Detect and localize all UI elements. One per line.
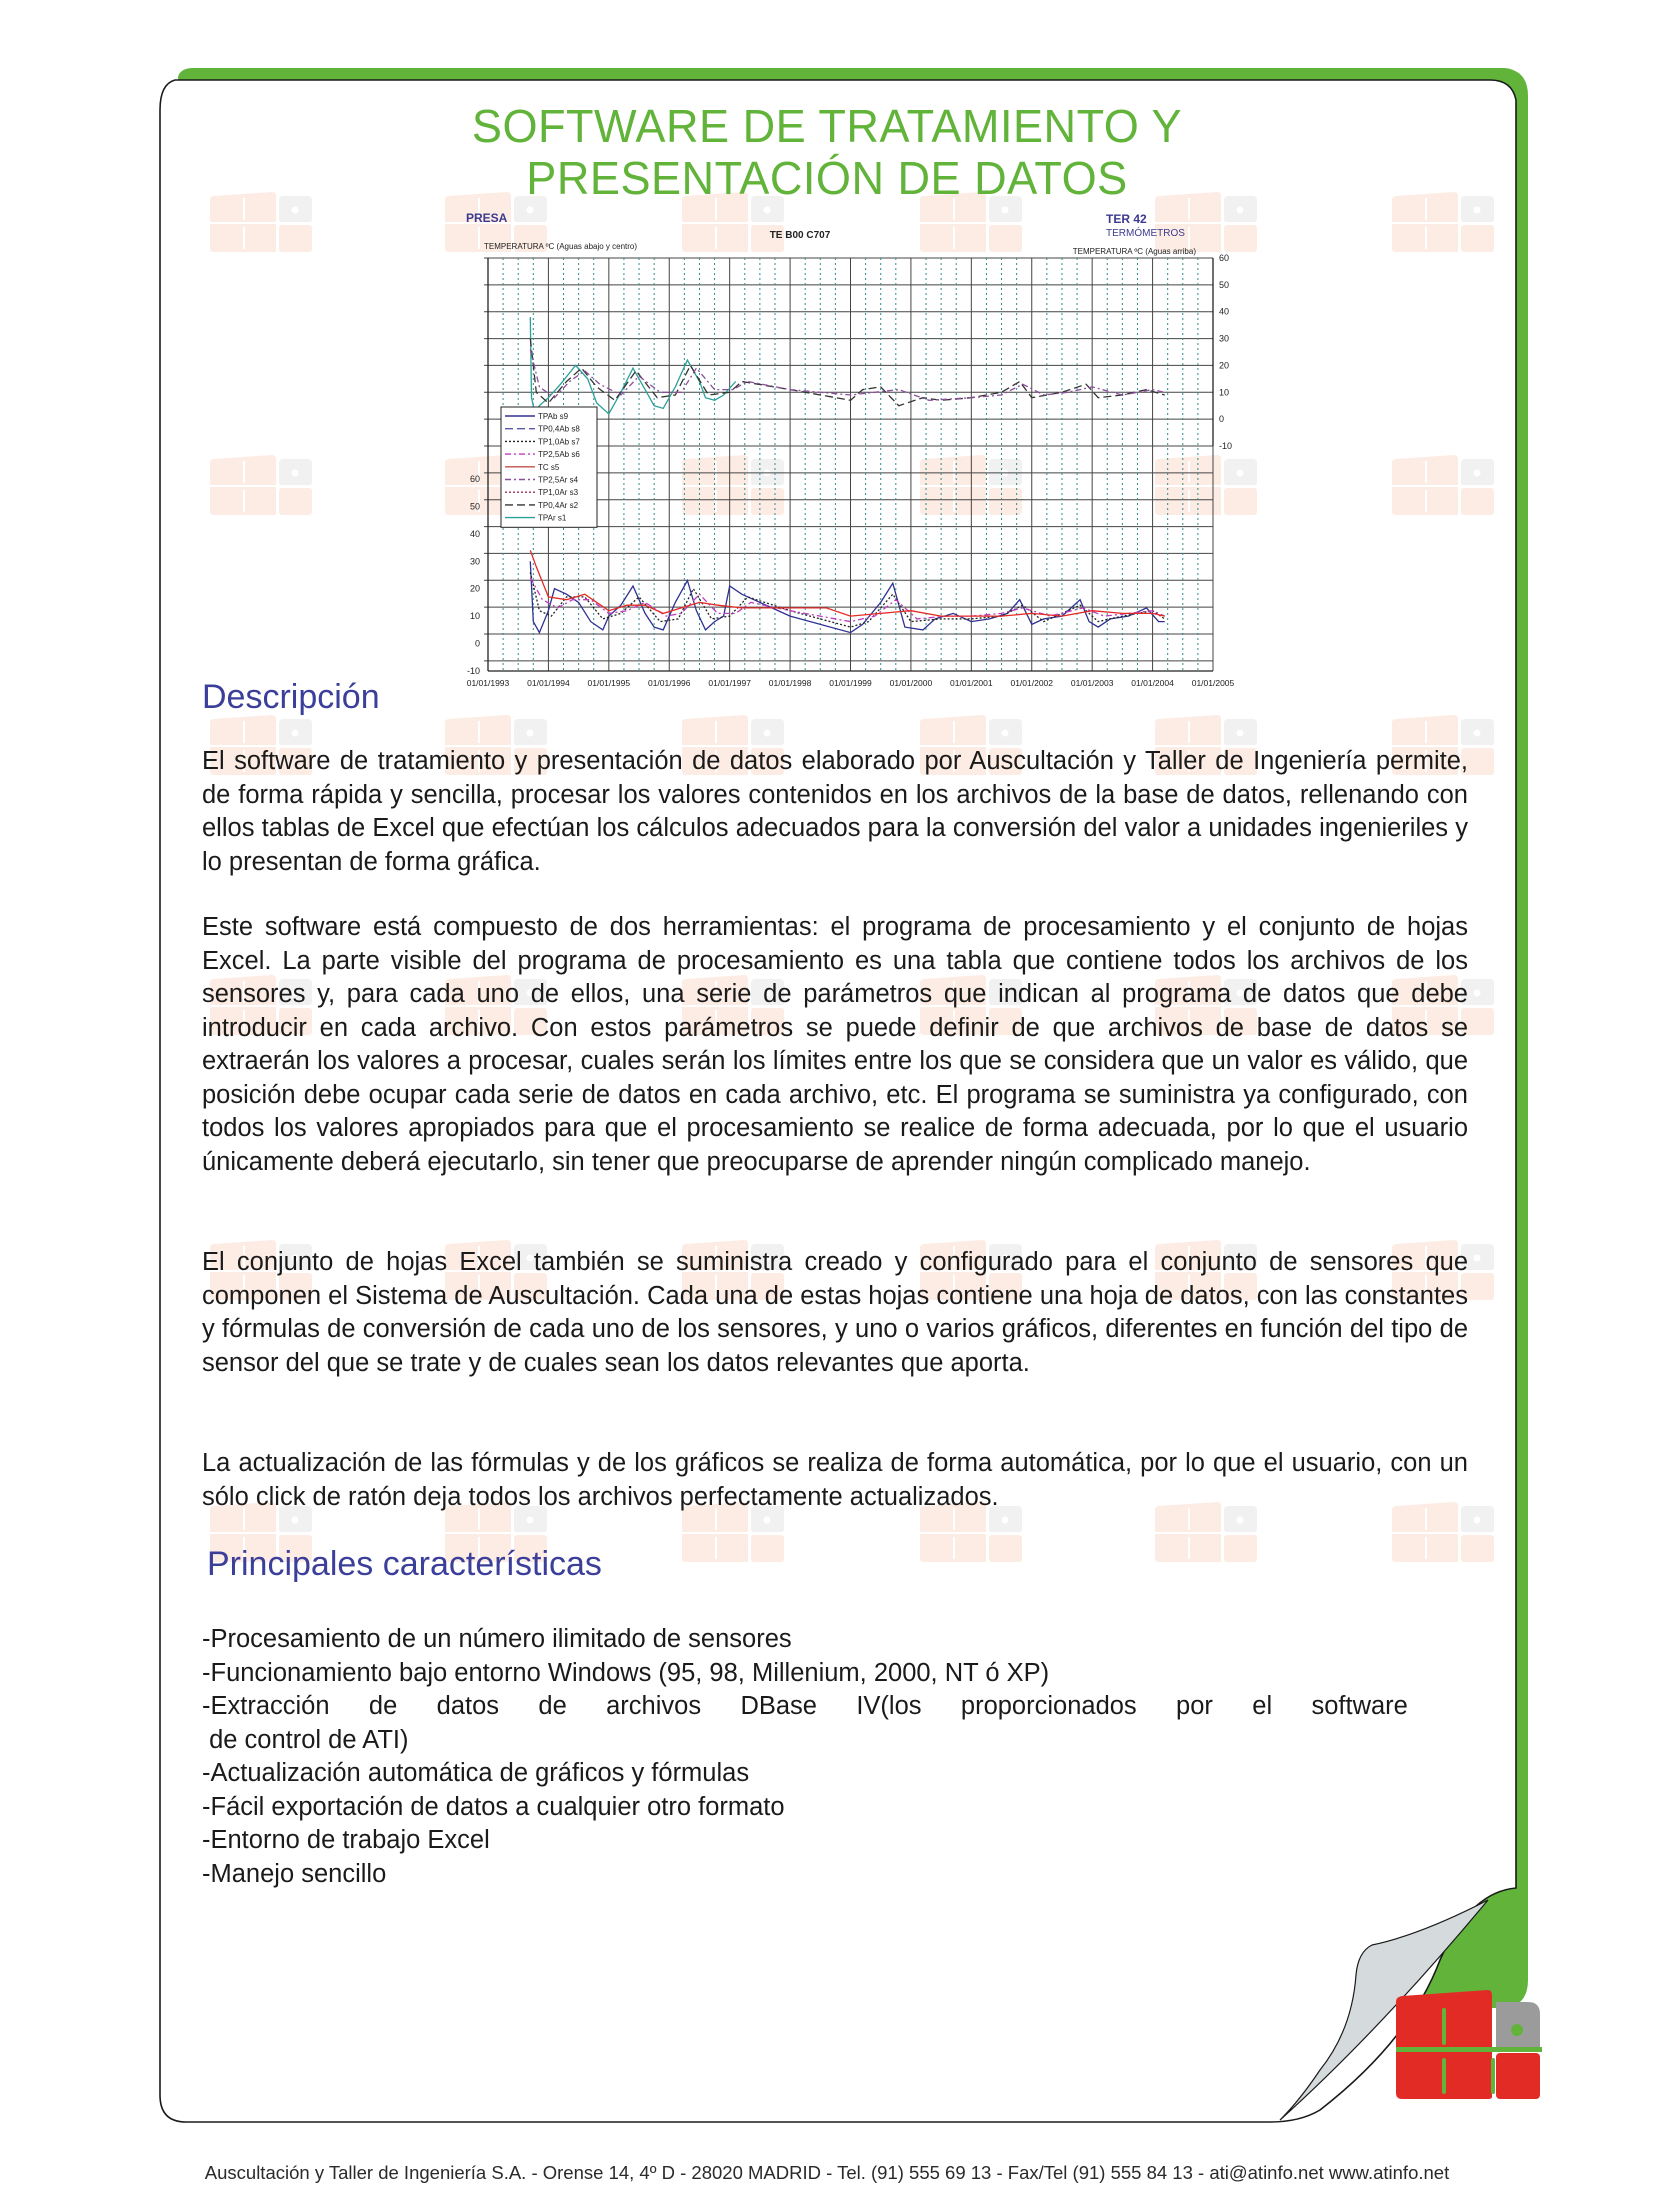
features-heading: Principales características [207,1545,602,1583]
page-title [0,100,1654,204]
feature-item [202,1690,1408,1724]
feature-word: de [368,1692,398,1720]
description-paragraph-3: El conjunto de hojas Excel también se suministra creado y configurado para el conjunto de sensores que componen el Sistema de Auscultación. Cada una de estas hojas contiene una hoja de datos, con las constantes y fórmulas de conversión de cada uno de los sensores, y uno o varios gráficos, diferentes en función del tipo de sensor del que se trate y de cuales sean los datos relevantes que aporta. [202,1248,1468,1377]
chart-legend-label: TP2,5Ar s4 [538,475,579,485]
chart-series-line [530,550,1164,616]
chart-x-tick-label: 01/01/2004 [1131,678,1174,688]
chart-right-tick-label: 40 [1219,306,1230,317]
chart-legend-label: TP2,5Ab s6 [538,450,580,460]
chart-x-tick-label: 01/01/2005 [1191,678,1235,688]
chart-left-tick-label: 40 [469,528,480,539]
chart-legend-label: TP0,4Ar s2 [538,500,579,510]
features-list [202,1623,1468,1891]
page-title-line-2: PRESENTACIÓN DE DATOS [526,152,1128,204]
chart-x-tick-label: 01/01/2002 [1010,678,1054,688]
chart-header-right-title: TER 42 [1106,212,1147,226]
chart-x-tick-label: 01/01/1993 [466,678,510,688]
chart-header-right-subtitle: TERMÓMETROS [1106,228,1185,239]
chart-x-tick-label: 01/01/1995 [587,678,631,688]
chart-x-tick-label: 01/01/1998 [768,678,812,688]
description-heading: Descripción [202,678,380,716]
feature-word: por [1176,1692,1213,1720]
feature-item: -Entorno de trabajo Excel [202,1826,490,1854]
chart-legend-label: TP0,4Ab s8 [538,424,580,434]
chart-ylabel-right: TEMPERATURA ºC (Aguas arriba) [1072,247,1196,256]
chart-left-tick-label: 60 [469,474,480,484]
chart-right-tick-label: 0 [1219,414,1225,425]
chart-legend [501,407,597,527]
chart-x-tick-label: 01/01/2003 [1070,678,1114,688]
feature-word: -Extracción [202,1692,330,1720]
chart-left-tick-label: 10 [469,611,480,622]
chart-x-tick-label: 01/01/2001 [950,678,993,688]
feature-item: -Funcionamiento bajo entorno Windows (95, 98, Millenium, 2000, NT ó XP) [202,1658,1050,1687]
feature-word: datos [436,1692,500,1720]
description-paragraph-4: La actualización de las fórmulas y de los gráficos se realiza de forma automática, por lo que el usuario, con un sólo click de ratón deja todos los archivos perfectamente actualizados. [202,1449,1468,1511]
chart-legend-label: TPAb s9 [538,412,569,421]
chart-right-tick-label: 30 [1219,333,1230,344]
chart-x-tick-label: 01/01/1996 [647,678,691,688]
ati-watermark-icon [1392,453,1494,517]
feature-item: -Fácil exportación de datos a cualquier otro formato [202,1792,785,1821]
chart-ylabel-left: TEMPERATURA ºC (Aguas abajo y centro) [484,242,638,251]
chart-right-tick-label: 50 [1219,279,1230,290]
chart-left-tick-label: 30 [469,556,480,567]
chart-left-tick-label: 50 [469,501,480,512]
chart-right-tick-label: -10 [1219,441,1233,451]
chart-right-tick-label: 20 [1219,360,1230,371]
chart-right-tick-label: 60 [1219,253,1230,263]
feature-item: de control de ATI) [202,1725,409,1754]
feature-item: -Procesamiento de un número ilimitado de sensores [202,1625,792,1653]
feature-word: el [1252,1692,1273,1720]
chart-left-tick-label: 0 [474,638,480,649]
chart-left-tick-label: 20 [469,583,480,594]
chart-right-tick-label: 10 [1219,387,1230,398]
feature-word: IV(los [856,1692,922,1720]
chart-x-tick-label: 01/01/1997 [708,678,751,688]
description-paragraph-1: El software de tratamiento y presentación de datos elaborado por Auscultación y Taller de Ingeniería permite, de forma rápida y sencilla, procesar los valores contenidos en los archivos de la base de datos, rellenando con ellos tablas de Excel que efectúan los cálculos adecuados para la conversión del valor a unidades ingenieriles y lo presentan de forma gráfica. [202,747,1468,876]
footer-contact: Auscultación y Taller de Ingeniería S.A. - Orense 14, 4º D - 28020 MADRID - Tel. (91) 555 69 13 - Fax/Tel (91) 555 84 13 - ati@atinfo.net www.atinfo.net [204,2162,1450,2183]
ati-watermark-icon [210,453,312,517]
chart-left-tick-label: -10 [466,666,480,676]
chart-series [530,317,1164,632]
chart-legend-label: TC s5 [538,462,560,472]
chart-header-left: PRESA [466,211,508,225]
temperature-chart [440,200,1235,690]
chart-legend-label: TPAr s1 [538,513,567,523]
page-title-line-1: SOFTWARE DE TRATAMIENTO Y [471,100,1183,152]
description-paragraph-2: Este software está compuesto de dos herramientas: el programa de procesamiento y el conjunto de hojas Excel. La parte visible del programa de procesamiento es una tabla que contiene todos los archivos de los sensores y, para cada uno de ellos, una serie de parámetros que indican al programa de datos que debe introducir en cada archivo. Con estos parámetros se puede definir de que archivos de base de datos se extraerán los valores a procesar, cuales serán los límites entre los que se considera que un valor es válido, que posición debe ocupar cada serie de datos en cada archivo, etc. El programa se suministra ya configurado, con todos los valores apropiados para que el procesamiento se realice de forma adecuada, por lo que el usuario únicamente deberá ejecutarlo, sin tener que preocuparse de aprender ningún complicado manejo. [202,913,1468,1176]
feature-word: de [538,1692,567,1720]
chart-series-line [530,561,1164,632]
feature-word: DBase [740,1692,817,1720]
chart-x-tick-label: 01/01/1994 [527,678,570,688]
chart-x-tick-label: 01/01/2000 [889,678,933,688]
feature-word: proporcionados [960,1692,1137,1720]
chart-legend-label: TP1,0Ab s7 [538,437,580,447]
feature-item: -Actualización automática de gráficos y fórmulas [202,1759,750,1787]
feature-item: -Manejo sencillo [202,1859,387,1888]
feature-word: software [1311,1692,1408,1720]
chart-series-line [530,339,1164,406]
chart-header-center: TE B00 C707 [769,230,831,241]
chart-x-tick-label: 01/01/1999 [829,678,872,688]
chart-legend-label: TP1,0Ar s3 [538,488,579,498]
feature-word: archivos [606,1692,702,1720]
